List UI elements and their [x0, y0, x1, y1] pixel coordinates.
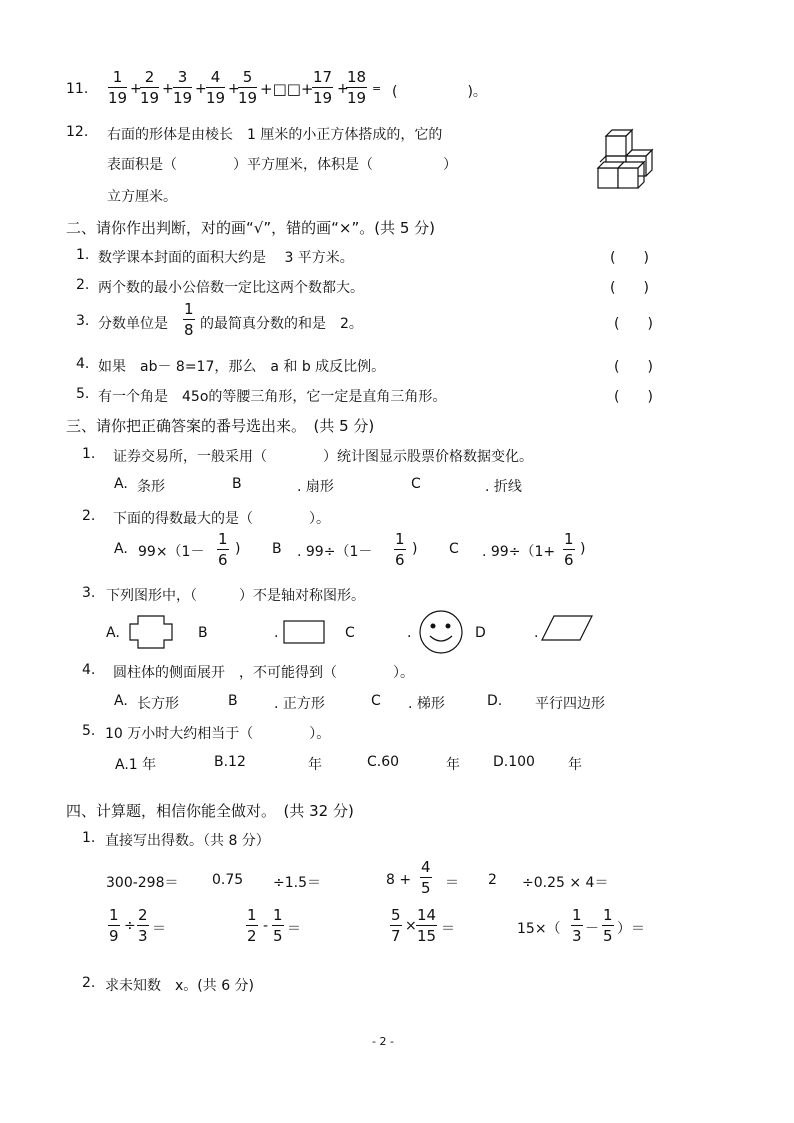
option-a-label[interactable]: A.: [114, 693, 128, 709]
choice-q-number: 5.: [82, 723, 96, 739]
q11-fraction: $\frac{2}{19}$: [140, 68, 160, 107]
judge-item-number: 2.: [76, 277, 90, 293]
option-a[interactable]: A.1 年: [115, 757, 157, 773]
calc-expression: 300-298＝: [106, 875, 179, 891]
calc-expression: ）＝: [617, 921, 645, 937]
plus-sign: +: [195, 81, 207, 97]
judge-answer-blank[interactable]: ( ): [614, 389, 653, 405]
calc-expression: 8 +: [386, 872, 412, 888]
option-b-text: . 正方形: [274, 696, 325, 712]
option-c-unit: 年: [446, 757, 460, 773]
option-c-text: . 折线: [485, 479, 522, 495]
subsection-number: 2.: [82, 975, 96, 991]
plus-sign: +: [337, 81, 349, 97]
equals-sign: =: [372, 82, 382, 95]
q11-fraction: $\frac{3}{19}$: [173, 68, 193, 107]
cube-stack-figure: [596, 128, 656, 192]
q11-fraction: $\frac{17}{19}$: [313, 68, 333, 107]
fraction: $\frac{1}{5}$: [273, 906, 283, 945]
subsection-title: 求未知数 x。(共 6 分): [105, 978, 255, 994]
choice-q-number: 1.: [82, 446, 96, 462]
rectangle-figure: [283, 620, 327, 644]
operator: ÷: [124, 918, 136, 934]
plus-sign: +: [228, 81, 240, 97]
fraction-one-sixth: $\frac{1}{6}$: [218, 530, 228, 569]
fraction: $\frac{1}{2}$: [247, 906, 257, 945]
option-b-label[interactable]: B: [198, 625, 208, 641]
judge-item-number: 3.: [76, 313, 90, 329]
q11-fraction: $\frac{18}{19}$: [347, 68, 367, 107]
option-c-label[interactable]: C: [371, 693, 381, 709]
fraction-one-sixth: $\frac{1}{6}$: [564, 530, 574, 569]
calc-expression: 15×（: [517, 921, 561, 937]
equals-sign: ＝: [287, 921, 301, 937]
q12-number: 12.: [66, 124, 89, 140]
option-b-dot: .: [274, 625, 279, 641]
fraction: $\frac{14}{15}$: [417, 906, 437, 945]
q11-fraction: $\frac{4}{19}$: [206, 68, 226, 107]
option-c[interactable]: C.60: [367, 754, 400, 770]
fraction: $\frac{1}{5}$: [603, 906, 613, 945]
subsection-title: 直接写出得数。（共 8 分）: [105, 833, 270, 849]
option-c-dot: .: [407, 625, 412, 641]
option-c-expression: ): [580, 541, 586, 557]
q11-fraction: $\frac{1}{19}$: [108, 68, 128, 107]
section-4-title: 四、计算题，相信你能全做对。 (共 32 分): [66, 802, 354, 820]
option-c-label[interactable]: C: [449, 541, 459, 557]
choice-q-text: 下列图形中，（ ）不是轴对称图形。: [106, 588, 365, 604]
q11-fraction: $\frac{5}{19}$: [238, 68, 258, 107]
option-d-label[interactable]: D: [475, 625, 486, 641]
judge-answer-blank[interactable]: ( ): [610, 250, 649, 266]
option-b-label[interactable]: B: [232, 476, 242, 492]
plus-sign: +: [130, 81, 142, 97]
calc-expression: ÷0.25 × 4＝: [522, 875, 609, 891]
option-d-unit: 年: [568, 757, 582, 773]
fraction: $\frac{5}{7}$: [391, 906, 401, 945]
option-a-expression: 99×（1－: [138, 544, 205, 560]
judge-item-number: 4.: [76, 356, 90, 372]
option-d-dot: .: [534, 625, 539, 641]
option-c-label[interactable]: C: [345, 625, 355, 641]
choice-q-text: 圆柱体的侧面展开 ，不可能得到（ ）。: [113, 665, 414, 681]
page-number: - 2 -: [372, 1035, 394, 1048]
operator: -: [263, 918, 269, 934]
judge-answer-blank[interactable]: ( ): [614, 359, 653, 375]
equals-sign: ＝: [445, 875, 459, 891]
fraction: $\frac{1}{9}$: [109, 906, 119, 945]
judge-item-number: 5.: [76, 386, 90, 402]
judge-item-number: 1.: [76, 247, 90, 263]
fraction: $\frac{4}{5}$: [421, 858, 431, 897]
fraction: $\frac{2}{3}$: [138, 906, 148, 945]
option-a-label[interactable]: A.: [106, 625, 120, 641]
section-3-title: 三、请你把正确答案的番号选出来。 (共 5 分): [66, 417, 375, 435]
choice-q-text: 10 万小时大约相当于（ ）。: [105, 726, 331, 742]
subsection-number: 1.: [82, 830, 96, 846]
judge-item-text: 有一个角是 45o的等腰三角形，它一定是直角三角形。: [98, 389, 447, 405]
judge-item-text: 分数单位是: [98, 316, 168, 332]
equals-sign: ＝: [152, 921, 166, 937]
judge-item-text: 如果 ab－ 8=17，那么 a 和 b 成反比例。: [98, 359, 386, 375]
judge-answer-blank[interactable]: ( ): [614, 316, 653, 332]
choice-q-text: 证券交易所，一般采用（ ）统计图显示股票价格数据变化。: [113, 449, 533, 465]
option-c-expression: . 99÷（1+: [482, 544, 556, 560]
operator: ×: [405, 918, 417, 934]
option-b[interactable]: B.12: [214, 754, 246, 770]
section-2-title: 二、请你作出判断，对的画“√”，错的画“×”。(共 5 分): [66, 219, 435, 237]
option-b-expression: . 99÷（1－: [297, 544, 373, 560]
option-d[interactable]: D.100: [493, 754, 535, 770]
q12-line2: 表面积是（ ）平方厘米，体积是（ ）: [107, 157, 457, 173]
option-d-text: 平行四边形: [535, 696, 605, 712]
judge-item-text: 数学课本封面的面积大约是 3 平方米。: [98, 250, 354, 266]
plus-sign: +: [162, 81, 174, 97]
choice-q-text: 下面的得数最大的是（ ）。: [113, 511, 330, 527]
option-a-label[interactable]: A.: [114, 476, 128, 492]
operator: －: [585, 921, 599, 937]
option-a-expression: ): [235, 541, 241, 557]
calc-expression: ÷1.5＝: [273, 875, 321, 891]
fraction-one-eighth: $\frac{1}{8}$: [184, 300, 194, 339]
equals-sign: ＝: [441, 921, 455, 937]
q11-answer-blank[interactable]: ( )。: [392, 84, 487, 100]
parallelogram-figure: [540, 614, 594, 642]
calc-expression: 2: [488, 872, 497, 888]
option-c-text: . 梯形: [408, 696, 445, 712]
option-b-text: . 扇形: [297, 479, 334, 495]
option-c-label[interactable]: C: [411, 476, 421, 492]
choice-q-number: 3.: [82, 585, 96, 601]
option-b-unit: 年: [308, 757, 322, 773]
option-a-text: 长方形: [137, 696, 179, 712]
option-b-label[interactable]: B: [272, 541, 282, 557]
judge-item-text: 的最简真分数的和是 2。: [200, 316, 363, 332]
option-a-label[interactable]: A.: [114, 541, 128, 557]
fraction: $\frac{1}{3}$: [572, 906, 582, 945]
q11-boxes: +□□+: [260, 80, 314, 98]
option-d-label[interactable]: D.: [487, 693, 503, 709]
judge-answer-blank[interactable]: ( ): [610, 280, 649, 296]
judge-item-text: 两个数的最小公倍数一定比这两个数都大。: [98, 280, 364, 296]
q12-line1: 右面的形体是由棱长 1 厘米的小正方体搭成的，它的: [107, 127, 443, 143]
q11-number: 11.: [66, 81, 89, 97]
calc-expression: 0.75: [212, 872, 244, 888]
cross-shape-figure: [128, 614, 174, 650]
choice-q-number: 2.: [82, 508, 96, 524]
option-b-expression: ): [412, 541, 418, 557]
choice-q-number: 4.: [82, 662, 96, 678]
option-b-label[interactable]: B: [228, 693, 238, 709]
fraction-one-sixth: $\frac{1}{6}$: [395, 530, 405, 569]
smiley-face-figure: [417, 608, 465, 656]
option-a-text: 条形: [137, 479, 165, 495]
q12-line3: 立方厘米。: [107, 189, 177, 205]
